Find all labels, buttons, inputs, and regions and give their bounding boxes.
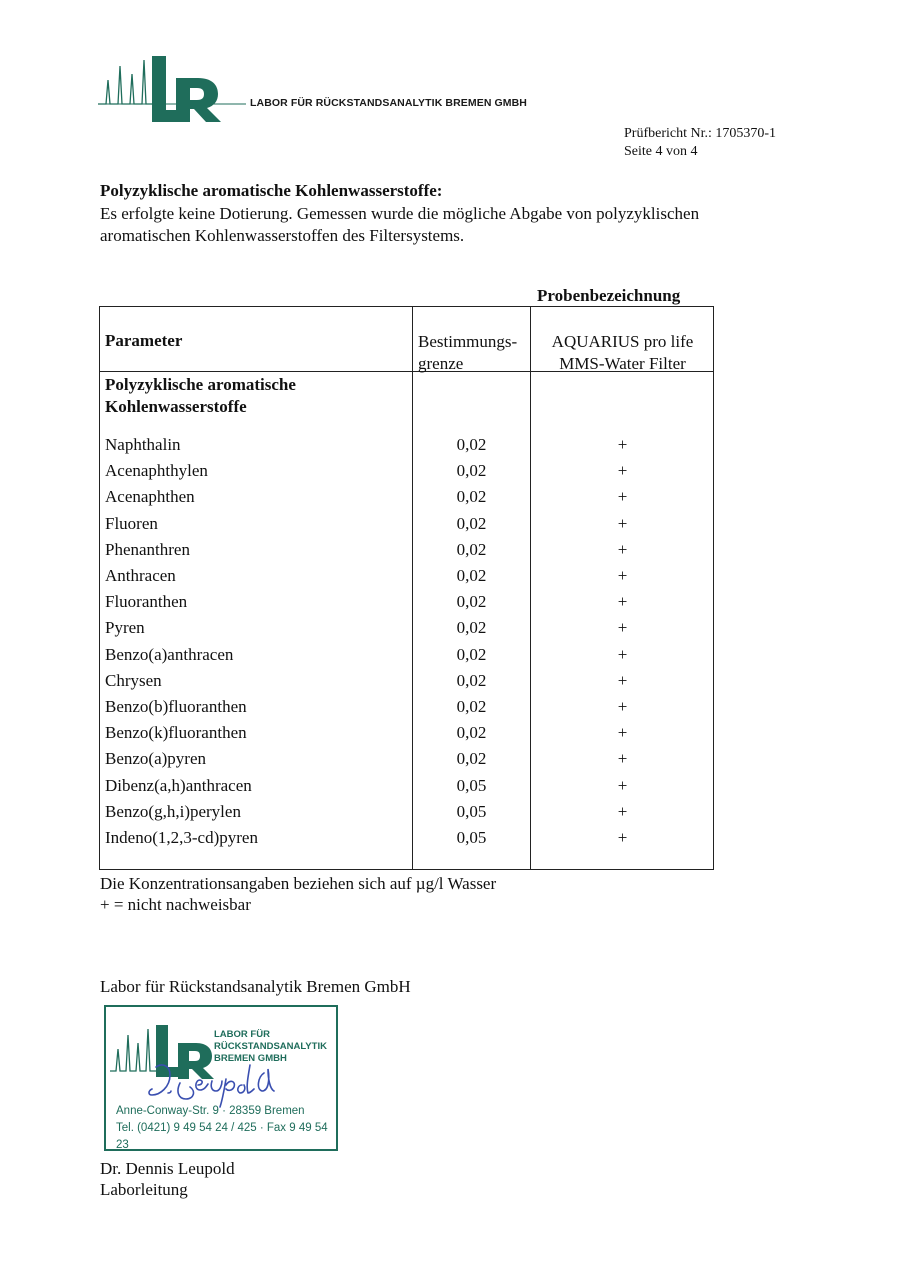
cell-name: Acenaphthen <box>105 487 195 507</box>
table-row <box>100 749 715 775</box>
parameter-group-title: Polyzyklische aromatische Kohlenwasserstoffe <box>105 375 296 416</box>
table-row <box>100 514 715 540</box>
cell-limit: 0,02 <box>456 749 487 769</box>
cell-value: + <box>617 749 628 769</box>
cell-name: Benzo(g,h,i)perylen <box>105 801 241 821</box>
cell-name: Chrysen <box>105 670 162 690</box>
cell-name: Benzo(a)anthracen <box>105 644 234 664</box>
cell-name: Fluoren <box>105 513 158 533</box>
cell-value: + <box>617 566 628 585</box>
cell-value: + <box>617 513 628 533</box>
signer-role: Laborleitung <box>100 1180 188 1199</box>
column-header-limit: Bestimmungs- grenze <box>418 332 518 373</box>
table-row <box>100 645 715 671</box>
cell-value: + <box>617 592 628 612</box>
table-row <box>100 723 715 749</box>
cell-value: + <box>617 539 628 559</box>
table-row <box>100 671 715 697</box>
table-row <box>100 776 715 802</box>
cell-name: Benzo(b)fluoranthen <box>105 697 247 716</box>
sample-group-header: Probenbezeichnung <box>537 286 681 305</box>
cell-name: Anthracen <box>105 566 176 585</box>
section-intro: Es erfolgte keine Dotierung. Gemessen wurde die mögliche Abgabe von polyzyklischen aromatischen Kohlenwasserstoffen des Filtersystems. <box>100 204 700 245</box>
table-row <box>100 828 715 854</box>
table-row <box>100 540 715 566</box>
cell-limit: 0,02 <box>456 461 487 481</box>
cell-name: Fluoranthen <box>105 592 188 612</box>
cell-value: + <box>617 697 628 716</box>
lab-name: LABOR FÜR RÜCKSTANDSANALYTIK BREMEN GMBH <box>250 97 527 109</box>
units-note: Die Konzentrationsangaben beziehen sich auf µg/l Wasser <box>100 874 497 893</box>
cell-value: + <box>617 435 628 454</box>
cell-limit: 0,02 <box>456 670 487 690</box>
cell-limit: 0,05 <box>456 828 487 847</box>
cell-limit: 0,02 <box>456 566 487 585</box>
cell-limit: 0,05 <box>456 775 487 795</box>
cell-name: Pyren <box>105 618 145 638</box>
handwritten-signature <box>146 1055 296 1110</box>
cell-value: + <box>617 618 628 638</box>
table-row <box>100 487 715 513</box>
report-number: Prüfbericht Nr.: 1705370-1 <box>624 126 777 141</box>
section-title: Polyzyklische aromatische Kohlenwasserstoffe: <box>100 181 443 200</box>
cell-limit: 0,02 <box>456 592 487 612</box>
column-header-parameter: Parameter <box>105 331 183 350</box>
cell-name: Dibenz(a,h)anthracen <box>105 775 252 795</box>
cell-value: + <box>617 828 628 847</box>
table-row <box>100 802 715 828</box>
report-meta <box>624 125 776 161</box>
cell-name: Naphthalin <box>105 435 181 454</box>
signature-company: Labor für Rückstandsanalytik Bremen GmbH <box>100 977 411 996</box>
cell-value: + <box>617 801 628 821</box>
lab-logo <box>98 52 528 128</box>
cell-value: + <box>617 775 628 795</box>
legend-note: + = nicht nachweisbar <box>100 895 251 914</box>
table-row <box>100 461 715 487</box>
cell-name: Acenaphthylen <box>105 461 208 481</box>
cell-name: Benzo(a)pyren <box>105 749 207 769</box>
cell-limit: 0,02 <box>456 435 487 454</box>
table-row <box>100 592 715 618</box>
cell-limit: 0,02 <box>456 697 487 716</box>
table-row <box>100 435 715 461</box>
cell-limit: 0,02 <box>456 618 487 638</box>
table-row <box>100 566 715 592</box>
signer-block <box>100 1158 235 1200</box>
page-number: Seite 4 von 4 <box>624 144 698 159</box>
signer-name: Dr. Dennis Leupold <box>100 1159 235 1178</box>
cell-limit: 0,05 <box>456 801 487 821</box>
cell-limit: 0,02 <box>456 723 487 743</box>
lab-stamp <box>104 1005 338 1151</box>
cell-limit: 0,02 <box>456 487 487 507</box>
cell-limit: 0,02 <box>456 644 487 664</box>
table-row <box>100 618 715 644</box>
cell-value: + <box>617 723 628 743</box>
cell-value: + <box>617 670 628 690</box>
results-table <box>99 306 714 870</box>
cell-value: + <box>617 487 628 507</box>
table-row <box>100 697 715 723</box>
stamp-address: Anne-Conway-Str. 9 · 28359 Bremen Tel. (0421) 9 49 54 24 / 425 · Fax 9 49 54 23 <box>116 1105 328 1151</box>
cell-limit: 0,02 <box>456 513 487 533</box>
cell-name: Benzo(k)fluoranthen <box>105 723 247 743</box>
cell-value: + <box>617 644 628 664</box>
cell-name: Phenanthren <box>105 539 190 559</box>
cell-value: + <box>617 461 628 481</box>
cell-name: Indeno(1,2,3-cd)pyren <box>105 828 258 847</box>
cell-limit: 0,02 <box>456 539 487 559</box>
footnotes <box>100 873 496 915</box>
stamp-lab-name: LABOR FÜR RÜCKSTANDSANALYTIK BREMEN GMBH <box>214 1029 327 1064</box>
column-header-sample: AQUARIUS pro life MMS-Water Filter <box>551 332 694 373</box>
